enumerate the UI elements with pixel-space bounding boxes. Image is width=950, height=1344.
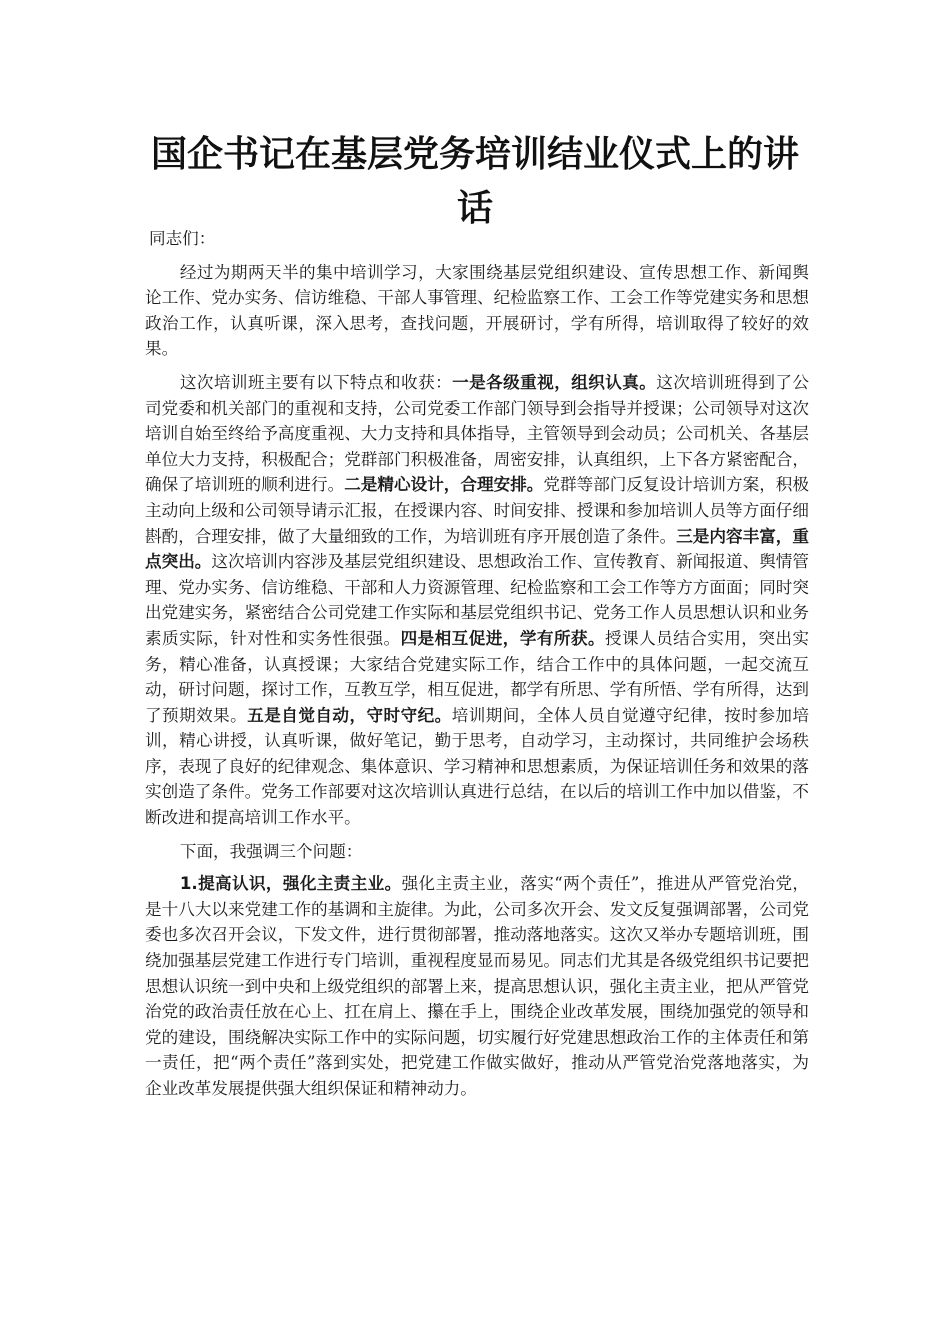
feature-text-5: 培训期间，全体人员自觉遵守纪律，按时参加培训，精心讲授，认真听课，做好笔记，勤于思考，自动学习，主动探讨，共同维护会场秩序，表现了良好的纪律观念、集体意识、学习精神和思想素质，为保证培训任务和效果的落实创造了条件。党务工作部要对这次培训认真进行总结，在以后的培训工作中加以借鉴，不断改进和提高培训工作水平。 — [145, 705, 810, 828]
feature-heading-2: 二是精心设计，合理安排。 — [344, 475, 544, 495]
point-1-text: 强化主责主业，落实“两个责任”，推进从严管党治党，是十八大以来党建工作的基调和主旋律。为此，公司多次开会、发文反复强调部署，公司党委也多次召开会议，下发文件，进行贯彻部署，推动落地落实。这次又举办专题培训班，围绕加强基层党建工作进行专门培训，重视程度显而易见。同志们尤其是各级党组织书记要把思想认识统一到中央和上级党组织的部署上来，提高思想认识，强化主责主业，把从严管党治党的政治责任放在心上、扛在肩上、攥在手上，围绕企业改革发展，围绕加强党的领导和党的建设，围绕解决实际工作中的实际问题，切实履行好党建思想政治工作的主体责任和第一责任，把“两个责任”落到实处，把党建工作做实做好，推动从严管党治党落地落实，为企业改革发展提供强大组织保证和精神动力。 — [145, 874, 809, 1098]
paragraph-features — [145, 370, 809, 831]
document-title: 国企书记在基层党务培训结业仪式上的讲话 — [150, 134, 799, 229]
paragraph-point-1 — [145, 871, 809, 1101]
point-1-heading: 1.提高认识，强化主责主业。 — [179, 874, 402, 894]
feature-text-4: 授课人员结合实用，突出实务，精心准备，认真授课；大家结合党建实际工作，结合工作中的具体问题，一起交流互动，研讨问题，探讨工作，互教互学，相互促进，都学有所思、学有所悟、学有所得，达到了预期效果。 — [145, 628, 810, 725]
feature-heading-3: 三是内容丰富，重点突出。 — [145, 526, 809, 572]
feature-heading-5: 五是自觉自动，守时守纪。 — [247, 705, 452, 725]
feature-text-2: 党群等部门反复设计培训方案，积极主动向上级和公司领导请示汇报，在授课内容、时间安排、授课和参加培训人员等方面仔细斟酌，合理安排，做了大量细致的工作，为培训班有序开展创造了条件。 — [145, 475, 810, 546]
paragraph-overview: 经过为期两天半的集中培训学习，大家围绕基层党组织建设、宣传思想工作、新闻舆论工作、党办实务、信访维稳、干部人事管理、纪检监察工作、工会工作等党建实务和思想政治工作，认真听课，深入思考，查找问题，开展研讨，学有所得，培训取得了较好的效果。 — [145, 262, 809, 359]
feature-heading-4: 四是相互促进，学有所获。 — [400, 628, 606, 648]
features-intro: 这次培训班主要有以下特点和收获： — [179, 372, 453, 392]
feature-heading-1: 一是各级重视，组织认真。 — [452, 372, 657, 392]
document-body — [145, 226, 809, 1110]
paragraph-transition: 下面，我强调三个问题： — [179, 841, 363, 861]
feature-text-1: 这次培训班得到了公司党委和机关部门的重视和支持，公司党委工作部门领导到会指导并授课；公司领导对这次培训自始至终给予高度重视、大力支持和具体指导，主管领导到会动员；公司机关、各基层单位大力支持，积极配合；党群部门积极准备，周密安排，认真组织，上下各方紧密配合，确保了培训班的顺利进行。 — [145, 372, 810, 495]
salutation: 同志们： — [149, 229, 216, 248]
feature-text-3: 这次培训内容涉及基层党组织建设、思想政治工作、宣传教育、新闻报道、舆情管理、党办实务、信访维稳、干部和人力资源管理、纪检监察和工会工作等方方面面；同时突出党建实务，紧密结合公司党建工作实际和基层党组织书记、党务工作人员思想认识和业务素质实际，针对性和实务性很强。 — [145, 552, 810, 648]
